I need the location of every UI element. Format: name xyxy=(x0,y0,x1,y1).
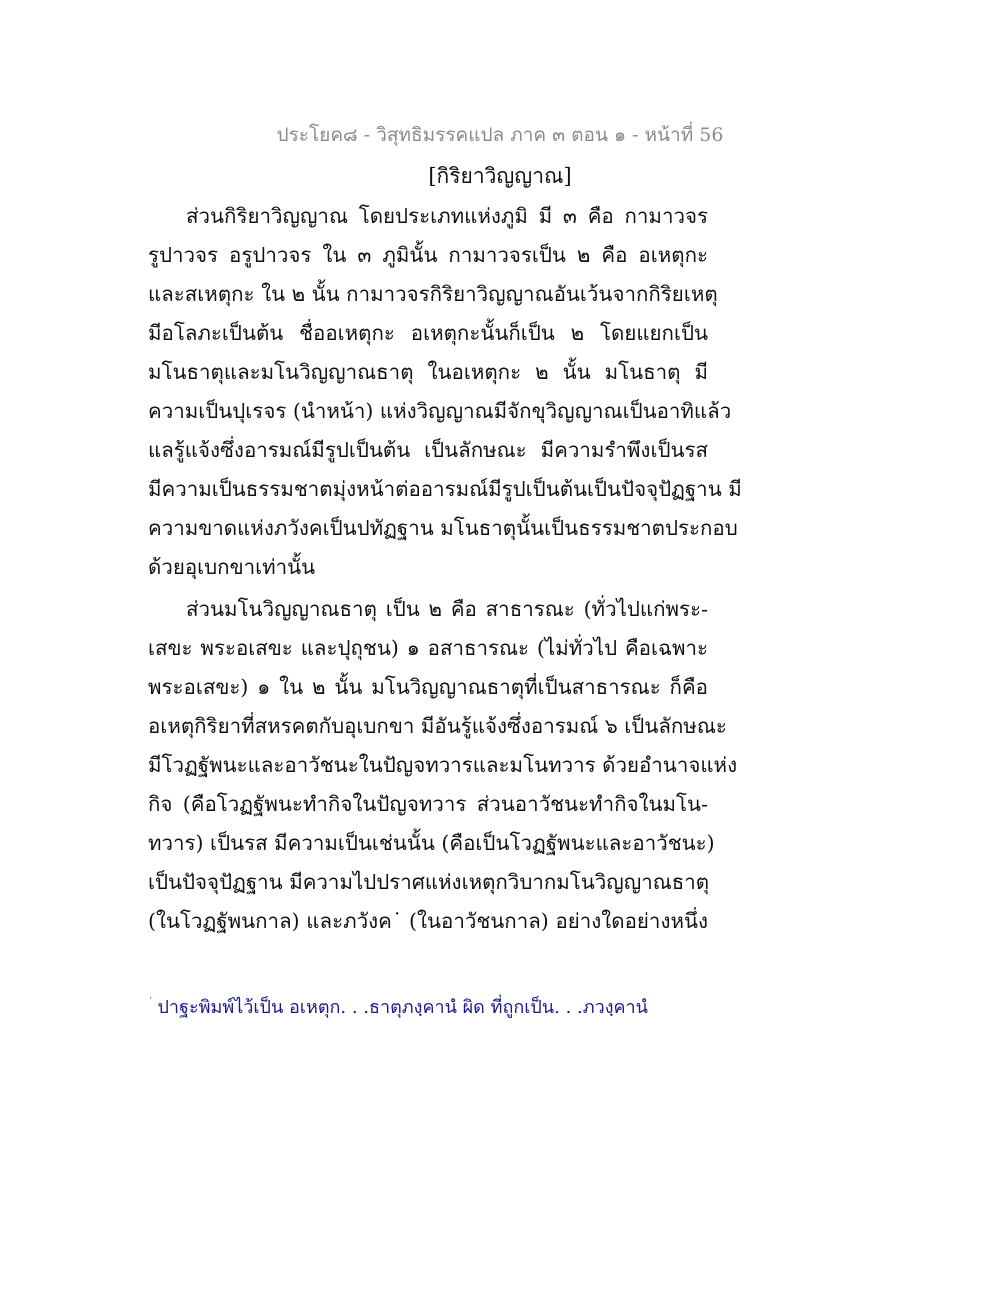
footnote-text: ปาฐะพิมพ์ไว้เป็น อเหตุก. . .ธาตุภงฺคานํ ผิด ที่ถูกเป็น. . .ภวงฺคานํ xyxy=(157,997,648,1018)
paragraph-line: มีอโลภะเป็นต้น ชื่ออเหตุกะ อเหตุกะนั้นก็เป็น ๒ โดยแยกเป็น xyxy=(148,321,708,345)
paragraph-line: มีความเป็นธรรมชาตมุ่งหน้าต่ออารมณ์มีรูปเป็นต้นเป็นปัจจุปัฏฐาน มี xyxy=(148,477,742,501)
paragraph-line: ทวาร) เป็นรส มีความเป็นเช่นนั้น (คือเป็นโวฏฐัพนะและอาวัชนะ) xyxy=(148,831,715,855)
paragraph-line: พระอเสขะ) ๑ ใน ๒ นั้น มโนวิญญาณธาตุที่เป็นสาธารณะ ก็คือ xyxy=(148,675,708,699)
paragraph-line: มีโวฏฐัพนะและอาวัชนะในปัญจทวารและมโนทวาร ด้วยอำนาจแห่ง xyxy=(148,753,738,777)
paragraph-line: และสเหตุกะ ใน ๒ นั้น กามาวจรกิริยาวิญญาณอันเว้นจากกิริยเหตุ xyxy=(148,282,718,306)
paragraph-line: เป็นปัจจุปัฏฐาน มีความไปปราศแห่งเหตุกวิบากมโนวิญญาณธาตุ xyxy=(148,870,710,894)
section-title: [กิริยาวิญญาณ] xyxy=(428,164,572,188)
paragraph-line: ส่วนกิริยาวิญญาณ โดยประเภทแห่งภูมิ มี ๓ คือ กามาวจร xyxy=(186,204,708,228)
paragraph-line: ส่วนมโนวิญญาณธาตุ เป็น ๒ คือ สาธารณะ (ทั่วไปแก่พระ- xyxy=(186,597,708,621)
footnote xyxy=(148,992,708,1021)
paragraph-line: ด้วยอุเบกขาเท่านั้น xyxy=(148,555,316,579)
paragraph-line: ความเป็นปุเรจร (นำหน้า) แห่งวิญญาณมีจักขุวิญญาณเป็นอาทิแล้ว xyxy=(148,399,732,423)
running-header: ประโยค๘ - วิสุทธิมรรคแปล ภาค ๓ ตอน ๑ - หน้าที่ 56 xyxy=(276,124,724,146)
paragraph-line: แลรู้แจ้งซึ่งอารมณ์มีรูปเป็นต้น เป็นลักษณะ มีความรำพึงเป็นรส xyxy=(148,438,708,462)
paragraph-2 xyxy=(148,590,738,941)
paragraph-line: เสขะ พระอเสขะ และปุถุชน) ๑ อสาธารณะ (ไม่ทั่วไป คือเฉพาะ xyxy=(148,636,708,660)
paragraph-line: รูปาวจร อรูปาวจร ใน ๓ ภูมินั้น กามาวจรเป็น ๒ คือ อเหตุกะ xyxy=(148,243,708,267)
paragraph-line: (ในโวฏฐัพนกาล) และภวังค˙ (ในอาวัชนกาล) อย่างใดอย่างหนึ่ง xyxy=(148,909,708,933)
paragraph-1 xyxy=(148,197,742,587)
paragraph-line: ความขาดแห่งภวังคเป็นปทัฏฐาน มโนธาตุนั้นเป็นธรรมชาตประกอบ xyxy=(148,516,738,540)
footnote-marker: ˙ xyxy=(148,996,154,1009)
paragraph-line: อเหตุกิริยาที่สหรคตกับอุเบกขา มีอันรู้แจ้งซึ่งอารมณ์ ๖ เป็นลักษณะ xyxy=(148,714,727,738)
paragraph-line: มโนธาตุและมโนวิญญาณธาตุ ในอเหตุกะ ๒ นั้น มโนธาตุ มี xyxy=(148,360,708,384)
paragraph-line: กิจ (คือโวฏฐัพนะทำกิจในปัญจทวาร ส่วนอาวัชนะทำกิจในมโน- xyxy=(148,792,708,816)
